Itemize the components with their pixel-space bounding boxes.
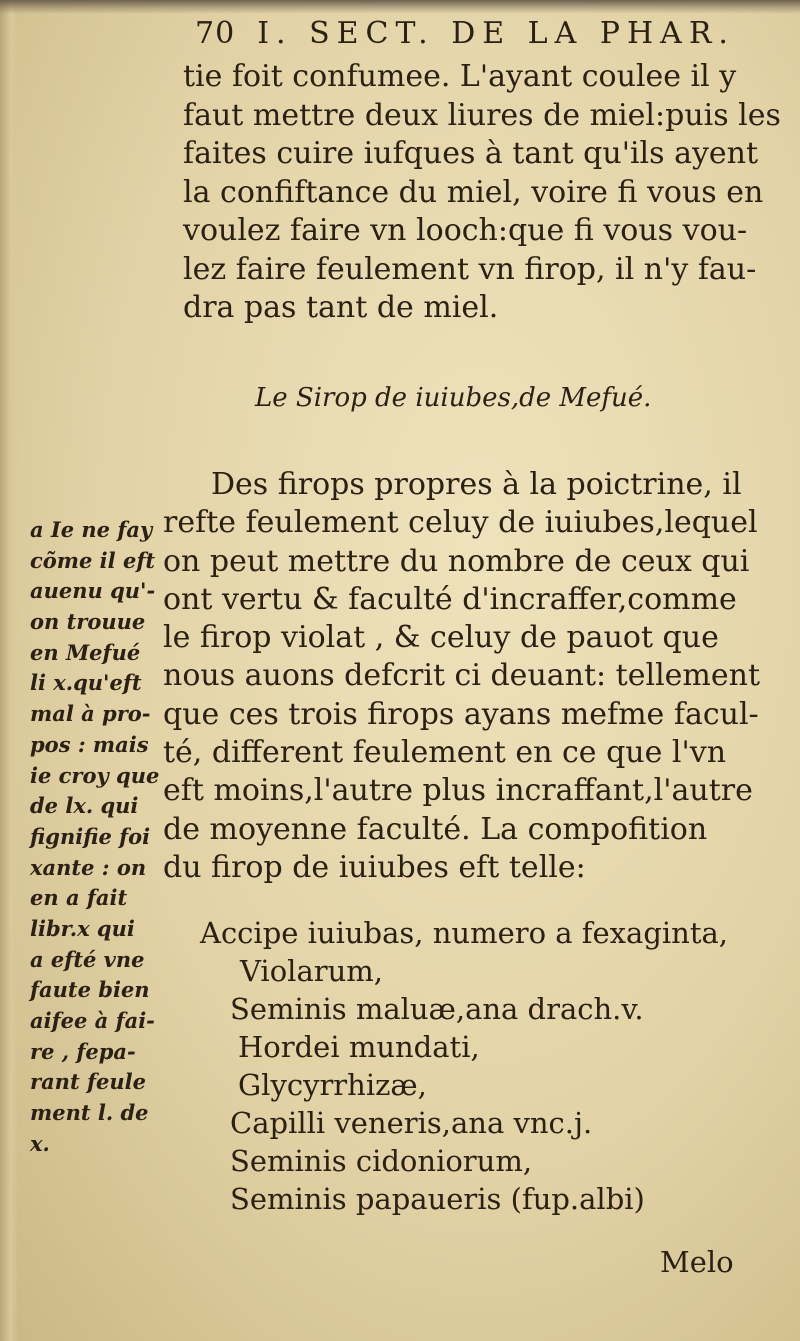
main-paragraph: [163, 466, 783, 887]
text-line: du firop de iuiubes eft telle:: [163, 849, 586, 885]
text-line: Des firops propres à la poictrine, il: [211, 467, 742, 502]
text-line: que ces trois firops ayans mefme facul-: [163, 696, 759, 732]
margin-line: auenu qu'-: [30, 578, 156, 604]
margin-line: a efté vne: [30, 946, 145, 972]
recipe-line: Violarum,: [240, 954, 383, 988]
recipe-line: Seminis papaueris (fup.albi): [230, 1182, 645, 1216]
margin-line: on trouue: [30, 609, 146, 635]
margin-line: en Mefué: [30, 639, 141, 665]
margin-line: libr.x qui: [30, 915, 135, 941]
text-line: té, different feulement en ce que l'vn: [163, 735, 727, 771]
text-line: ont vertu & faculté d'incraffer,comme: [163, 581, 737, 617]
section-heading: Le Sirop de iuiubes,de Mefué.: [255, 383, 652, 413]
text-line: voulez faire vn looch:que fi vous vou-: [183, 213, 748, 248]
recipe-line: Seminis cidoniorum,: [230, 1144, 533, 1178]
margin-line: ment l. de: [30, 1100, 149, 1126]
margin-line: x.: [30, 1130, 50, 1156]
margin-line: en a fait: [30, 885, 128, 911]
catchword: Melo: [660, 1245, 734, 1279]
text-line: lez faire feulement vn firop, il n'y fau-: [183, 251, 757, 287]
top-paragraph: [183, 58, 783, 328]
running-header: [195, 16, 795, 51]
recipe-line: Glycyrrhizæ,: [238, 1068, 427, 1102]
margin-line: rant feule: [30, 1069, 146, 1095]
text-line: on peut mettre du nombre de ceux qui: [163, 543, 750, 579]
recipe-line: Seminis maluæ,ana drach.v.: [230, 992, 644, 1026]
text-line: la confiftance du miel, voire fi vous en: [183, 174, 764, 210]
margin-line: li x.qu'eft: [30, 670, 142, 696]
text-line: faut mettre deux liures de miel:puis les: [183, 97, 781, 133]
text-line: nous auons defcrit ci deuant: tellement: [163, 658, 760, 694]
margin-line: faute bien: [30, 977, 150, 1003]
text-line: de moyenne faculté. La compofition: [163, 811, 708, 847]
margin-line: ie croy que: [30, 762, 160, 788]
recipe-line: Hordei mundati,: [238, 1030, 480, 1064]
margin-line: re , fepa-: [30, 1038, 136, 1064]
page-top-shadow: [0, 0, 800, 14]
page-number: 70: [195, 16, 236, 51]
recipe-line: Capilli veneris,ana vnc.j.: [230, 1106, 593, 1140]
text-line: le firop violat , & celuy de pauot que: [163, 620, 719, 656]
marginal-note: [30, 515, 160, 1159]
margin-line: mal à pro-: [30, 701, 151, 727]
text-line: dra pas tant de miel.: [183, 290, 499, 325]
page-gutter-shadow: [0, 0, 18, 1341]
recipe-list: [200, 914, 790, 1218]
text-line: tie foit confumee. L'ayant coulee il y: [183, 59, 737, 94]
margin-line: de lx. qui: [30, 793, 139, 819]
recipe-line: Accipe iuiubas, numero a fexaginta,: [200, 916, 729, 950]
margin-line: fignifie foi: [30, 823, 151, 849]
text-line: eft moins,l'autre plus incraffant,l'autre: [163, 773, 753, 809]
text-line: faites cuire iufques à tant qu'ils ayent: [183, 136, 759, 171]
margin-line: aifee à fai-: [30, 1008, 155, 1033]
running-title: I. SECT. DE LA PHAR.: [257, 16, 735, 51]
margin-line: a Ie ne fay: [30, 517, 153, 542]
margin-line: xante : on: [30, 854, 147, 880]
margin-line: pos : mais: [30, 731, 149, 757]
text-line: refte feulement celuy de iuiubes,lequel: [163, 505, 758, 541]
margin-line: cõme il eft: [30, 547, 156, 573]
